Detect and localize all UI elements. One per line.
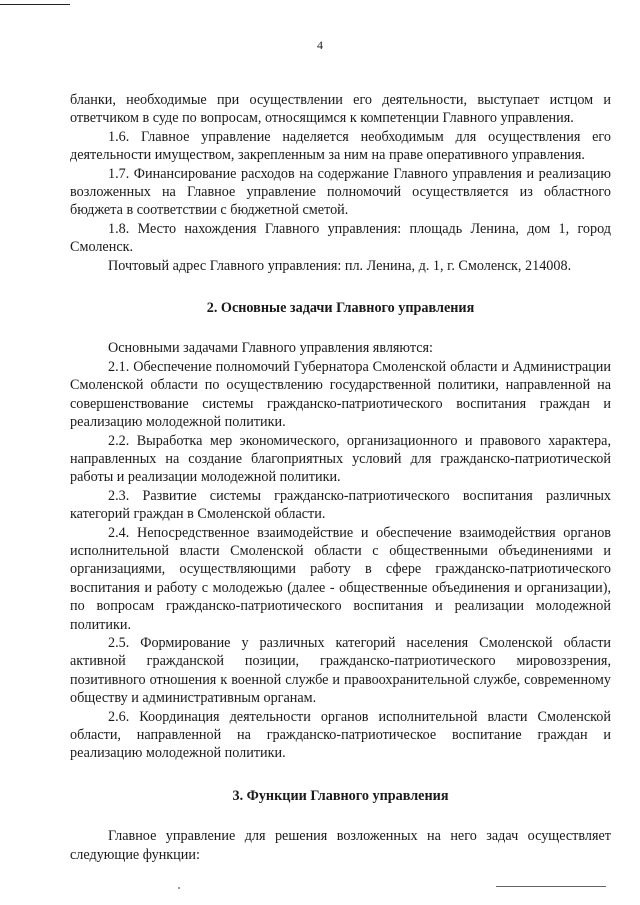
list-item: 2.5. Формирование у различных категорий населения Смоленской области активной гражданской позиции, гражданско-патриотического мировоззрения, позитивного отношения к военной службе и правоохранительной службе, современному обществу и административным органам. xyxy=(70,634,611,707)
scan-speck xyxy=(178,887,180,889)
paragraph: 1.8. Место нахождения Главного управления: площадь Ленина, дом 1, город Смоленск. xyxy=(70,220,611,256)
list-item: 2.1. Обеспечение полномочий Губернатора Смоленской области и Администрации Смоленской области по осуществлению государственной политики, направленной на совершенствование системы гражданско-патриотического воспитания граждан и реализацию молодежной политики. xyxy=(70,358,611,431)
scan-artifact-line xyxy=(0,4,70,5)
document-body xyxy=(70,91,611,864)
paragraph: 1.6. Главное управление наделяется необходимым для осуществления его деятельности имуществом, закрепленным за ним на праве оперативного управления. xyxy=(70,128,611,164)
list-item: 2.4. Непосредственное взаимодействие и обеспечение взаимодействия органов исполнительной власти Смоленской области с общественными объединениями и организациями, осуществляющими работу в сфере гражданско-патриотического воспитания и работу с молодежью (далее - общественные объединения и организации), по вопросам гражданско-патриотического воспитания и реализации молодежной политики. xyxy=(70,524,611,633)
paragraph: 1.7. Финансирование расходов на содержание Главного управления и реализацию возложенных на Главное управление полномочий осуществляется из областного бюджета в соответствии с бюджетной сметой. xyxy=(70,165,611,219)
paragraph: бланки, необходимые при осуществлении его деятельности, выступает истцом и ответчиком в суде по вопросам, относящимся к компетенции Главного управления. xyxy=(70,92,611,127)
section-heading: 3. Функции Главного управления xyxy=(232,787,449,804)
section-heading: 2. Основные задачи Главного управления xyxy=(206,300,475,317)
list-item: 2.2. Выработка мер экономического, организационного и правового характера, направленных на создание благоприятных условий для гражданско-патриотической работы и реализации молодежной политики. xyxy=(70,432,611,486)
section-intro: Главное управление для решения возложенных на него задач осуществляет следующие функции: xyxy=(70,828,611,863)
page-number: 4 xyxy=(317,38,323,52)
paragraph: Почтовый адрес Главного управления: пл. Ленина, д. 1, г. Смоленск, 214008. xyxy=(108,257,572,274)
list-item: 2.6. Координация деятельности органов исполнительной власти Смоленской области, направленной на гражданско-патриотическое воспитание граждан и реализацию молодежной политики. xyxy=(70,708,611,762)
scan-artifact-line xyxy=(496,886,606,887)
list-item: 2.3. Развитие системы гражданско-патриотического воспитания различных категорий граждан в Смоленской области. xyxy=(70,487,611,523)
section-intro: Основными задачами Главного управления являются: xyxy=(108,340,433,357)
